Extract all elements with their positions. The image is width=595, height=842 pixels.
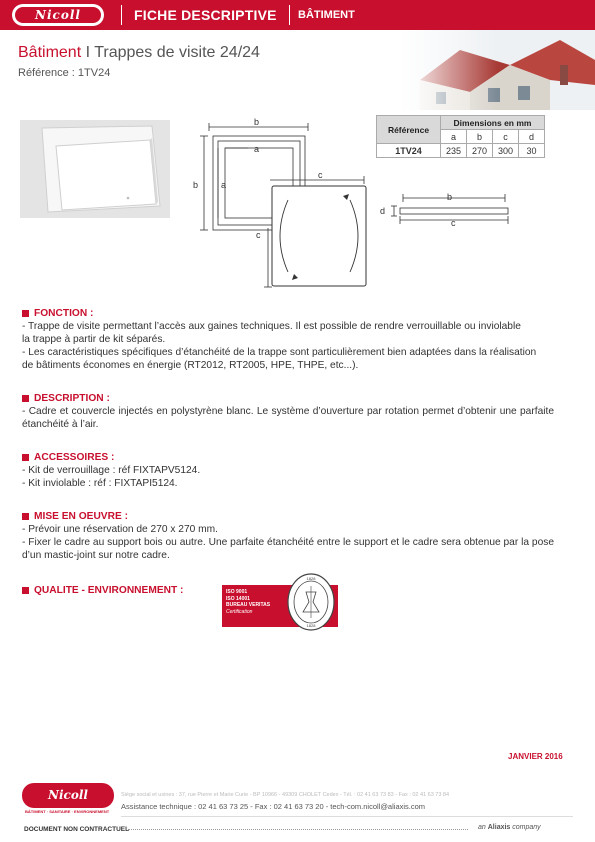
table-col-d: d [519,130,545,144]
dim-label-c-bottom: c [256,230,261,240]
table-header-reference: Référence [377,116,441,144]
logo-text: Nicoll [15,7,101,23]
company-name: Aliaxis [487,824,511,831]
section-text: - Kit inviolable : réf : FIXTAPI5124. [22,478,178,489]
seal-year-top: 1828 [306,576,316,581]
section-fonction [22,307,554,372]
bureau-veritas-seal-icon [286,572,336,632]
section-text: - Trappe de visite permettant l’accès aux gaines techniques. Il est possible de rendre verrouillable ou inviolable [22,321,521,332]
header-bar [0,0,595,30]
section-text: - Kit de verrouillage : réf FIXTAPV5124. [22,465,201,476]
bullet-square-icon [22,454,29,461]
page-title [18,44,260,62]
header-category: BÂTIMENT [298,9,355,21]
section-title: FONCTION : [34,308,94,319]
title-product: Trappes de visite 24/24 [94,44,260,61]
table-row [377,144,545,158]
bullet-square-icon [22,310,29,317]
company-suffix: company [512,824,541,831]
table-cell: 270 [467,144,493,158]
section-title: QUALITE - ENVIRONNEMENT : [34,585,184,596]
section-qualite [22,584,222,597]
section-title: ACCESSOIRES : [34,452,115,463]
cert-iso-9001: ISO 9001 [226,589,248,595]
header-title: FICHE DESCRIPTIVE [134,7,277,23]
table-cell: 235 [441,144,467,158]
dim-label-a-left: a [221,180,227,190]
footer-disclaimer: DOCUMENT NON CONTRACTUEL [24,826,130,833]
company-prefix: an [478,824,486,831]
seal-year-bottom: 1828 [306,623,316,628]
table-col-a: a [441,130,467,144]
section-text: - Prévoir une réservation de 270 x 270 mm. [22,524,218,535]
footer-logo-text: Nicoll [48,788,88,802]
footer-company [478,824,541,831]
section-text: la trappe à partir de kit séparés. [22,334,166,345]
footer-assistance: Assistance technique : 02 41 63 73 25 - Fax : 02 41 63 73 20 - tech-com.nicoll@aliaxis.com [121,802,426,811]
footer-nicoll-logo [22,783,114,808]
section-description [22,392,554,431]
bullet-square-icon [22,587,29,594]
footer-tagline: BÂTIMENT · SANITAIRE · ENVIRONNEMENT [25,809,110,814]
footer-address: Siège social et usines : 37, rue Pierre et Marie Curie - BP 10966 - 49309 CHOLET Cedex - Tél. : 02 41 63 73 83 - Fax : 02 41 63 73 84 [121,792,450,798]
section-text: - Cadre et couvercle injectés en polystyrène blanc. Le système d’ouverture par rotation permet d’obtenir une parfaite étanchéité à l’air. [22,406,554,430]
dim-label-b-top: b [254,117,260,127]
cert-iso-14001: ISO 14001 [226,595,250,602]
title-separator: I [85,44,91,61]
section-title: MISE EN OEUVRE : [34,511,128,522]
side-label-b: b [447,192,453,202]
table-col-c: c [493,130,519,144]
footer-dotted-line [128,829,468,830]
side-label-c: c [451,218,456,228]
section-text: - Fixer le cadre au support bois ou autre. Une parfaite étanchéité entre le support et le cadre sera obtenue par la pose d’un mastic-joint sur notre cadre. [22,537,554,561]
section-mise-en-oeuvre [22,510,554,562]
nicoll-logo [12,4,104,26]
dim-label-c-right: c [318,170,323,180]
bullet-square-icon [22,513,29,520]
cert-body: BUREAU VERITAS [226,602,271,608]
table-header-dimensions: Dimensions en mm [441,116,545,130]
cert-label: Certification [226,608,253,615]
header-divider [121,5,122,25]
footer-divider [121,816,573,817]
section-title: DESCRIPTION : [34,393,110,404]
bullet-square-icon [22,395,29,402]
certification-badge [222,576,338,628]
section-accessoires [22,451,554,490]
document-date: JANVIER 2016 [508,752,563,761]
product-photo [20,120,170,218]
technical-drawing [188,112,368,300]
dim-label-b-left: b [193,180,199,190]
table-col-b: b [467,130,493,144]
section-text: - Les caractéristiques spécifiques d’étanchéité de la trappe sont particulièrement bien adaptées dans la réalisation [22,347,537,358]
header-divider [289,5,290,25]
dimensions-table [376,115,545,158]
table-cell-ref: 1TV24 [377,144,441,158]
section-text: de bâtiments économes en énergie (RT2012, RT2005, HPE, THPE, etc...). [22,360,359,371]
reference-line: Référence : 1TV24 [18,67,111,79]
side-label-d: d [380,206,386,216]
table-cell: 30 [519,144,545,158]
house-illustration [400,30,595,110]
side-view-drawing [374,188,584,230]
table-cell: 300 [493,144,519,158]
dim-label-a-top: a [254,144,260,154]
title-category: Bâtiment [18,44,82,61]
